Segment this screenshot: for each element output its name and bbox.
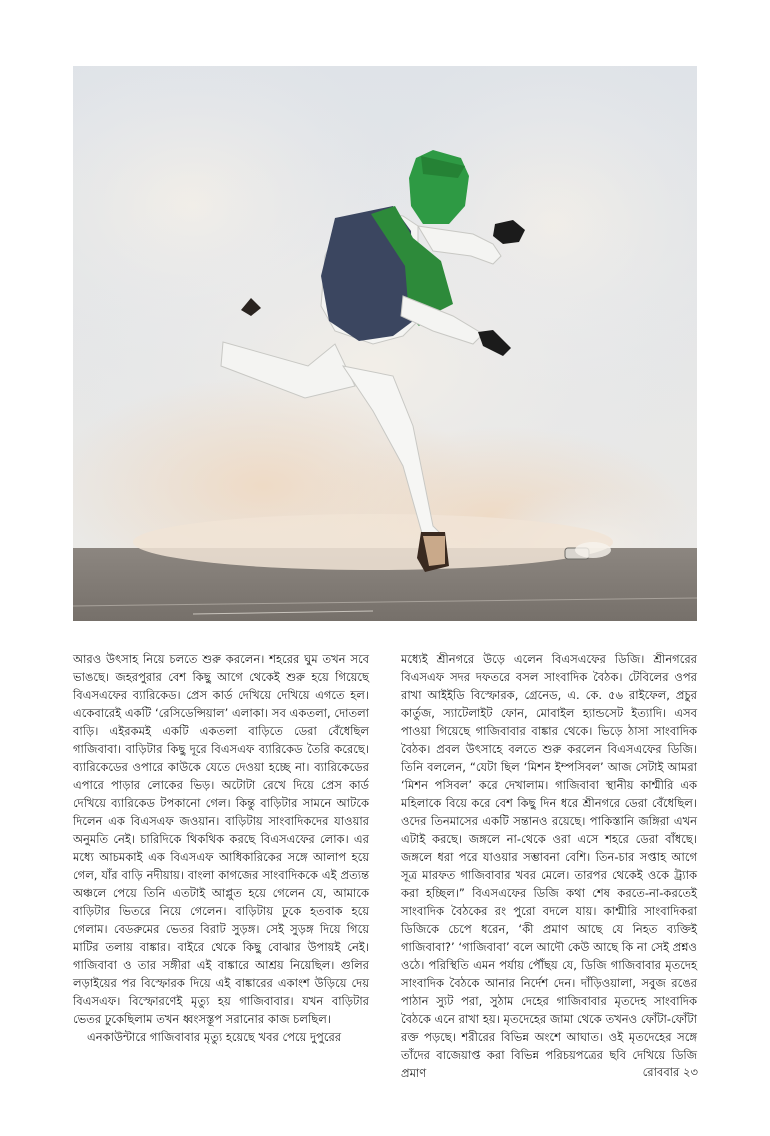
article-column-right	[401, 650, 697, 1082]
article-photo	[73, 66, 697, 621]
article-paragraph: এনকাউন্টারে গাজিবাবার মৃত্যু হয়েছে খবর পেয়ে দুপুরের	[87, 1030, 342, 1044]
protester-kicking-tear-gas-canister-photo	[73, 66, 697, 621]
article-paragraph: আরও উৎসাহ নিয়ে চলতে শুরু করলেন। শহরের ঘুম তখন সবে ভাঙছে। জহরপুরার বেশ কিছু আগে থেকেই শুরু হয়ে গিয়েছে বিএসএফের ব্যারিকেড। প্রেস কার্ড দেখিয়ে দেখিয়ে এগতে হল। একেবারেই একটি ‘রেসিডেন্সিয়াল’ এলাকা। সব একতলা, দোতলা বাড়ি। এইরকমই একটি একতলা বাড়িতে ডেরা বেঁধেছিল গাজিবাবা। বাড়িটার কিছু দূরে বিএসএফ ব্যারিকেড তৈরি করেছে। ব্যারিকেডের ওপারে কাউকে যেতে দেওয়া হচ্ছে না। ব্যারিকেডের এপারে পাড়ার লোকের ভিড়। অটোটা রেখে দিয়ে প্রেস কার্ড দেখিয়ে ব্যারিকেড টপকানো গেল। কিন্তু বাড়িটার সামনে আটকে দিলেন এক বিএসএফ জওয়ান। বাড়িটায় সাংবাদিকদের যাওয়ার অনুমতি নেই। চারিদিকে থিকথিক করছে বিএসএফের লোক। এর মধ্যে আচমকাই এক বিএসএফ আধিকারিকের সঙ্গে আলাপ হয়ে গেল, যাঁর বাড়ি নদীয়ায়। বাংলা কাগজের সাংবাদিককে এই প্রত্যন্ত অঞ্চলে পেয়ে তিনি এতটাই আপ্লুত হয়ে গেলেন যে, আমাকে বাড়িটার ভিতরে নিয়ে গেলেন। বাড়িটায় ঢুকে হতবাক হয়ে গেলাম। বেডরুমের ভেতর বিরাট সুড়ঙ্গ। সেই সুড়ঙ্গ দিয়ে গিয়ে মাটির তলায় বাঙ্কার। বাইরে থেকে কিছু বোঝার উপায়ই নেই। গাজিবাবা ও তার সঙ্গীরা এই বাঙ্কারে আশ্রয় নিয়েছিল। গুলির লড়াইয়ের পর বিস্ফোরক দিয়ে এই বাঙ্কারের একাংশ উড়িয়ে দেয় বিএসএফ। বিস্ফোরণেই মৃত্যু হয় গাজিবাবার। যখন বাড়িটার ভেতর ঢুকেছিলাম তখন ধ্বংসস্তূপ সরানোর কাজ চলছিল।	[73, 652, 369, 1026]
page-footer: রোববার ২৩	[642, 1065, 698, 1079]
article-paragraph: মধ্যেই শ্রীনগরে উড়ে এলেন বিএসএফের ডিজি। শ্রীনগরের বিএসএফ সদর দফতরে বসল সাংবাদিক বৈঠক। টেবিলের ওপর রাখা আইইডি বিস্ফোরক, গ্রেনেড, এ. কে. ৫৬ রাইফেল, প্রচুর কার্তুজ, স্যাটেলাইট ফোন, মোবাইল হ্যান্ডসেট ইত্যাদি। এসব পাওয়া গিয়েছে গাজিবাবার বাঙ্কার থেকে। ভিড়ে ঠাসা সাংবাদিক বৈঠক। প্রবল উৎসাহে বলতে শুরু করলেন বিএসএফের ডিজি। তিনি বললেন, “যেটা ছিল ‘মিশন ইম্পসিবল’ আজ সেটাই আমরা ‘মিশন পসিবল’ করে দেখালাম। গাজিবাবা স্থানীয় কাশ্মীরি এক মহিলাকে বিয়ে করে বেশ কিছু দিন ধরে শ্রীনগরে ডেরা বেঁধেছিল। ওদের তিনমাসের একটি সন্তানও রয়েছে। পাকিস্তানি জঙ্গিরা এখন এটাই করছে। জঙ্গলে না-থেকে ওরা এসে শহরে ডেরা বাঁধছে। জঙ্গলে ধরা পরে যাওয়ার সম্ভাবনা বেশি। তিন-চার সপ্তাহ আগে সূত্র মারফত গাজিবাবার খবর মেলে। তারপর থেকেই ওকে ট্র্যাক করা হচ্ছিল।” বিএসএফের ডিজি কথা শেষ করতে-না-করতেই সাংবাদিক বৈঠকের রং পুরো বদলে যায়। কাশ্মীরি সাংবাদিকরা ডিজিকে চেপে ধরেন, ‘কী প্রমাণ আছে যে নিহত ব্যক্তিই গাজিবাবা?’ ‘গাজিবাবা’ বলে আদৌ কেউ আছে কি না সেই প্রশ্নও ওঠে। পরিস্থিতি এমন পর্যায় পৌঁছয় যে, ডিজি গাজিবাবার মৃতদেহ সাংবাদিক বৈঠকে আনার নির্দেশ দেন। দাঁড়িওয়ালা, সবুজ রঙের পাঠান স্যুট পরা, সুঠাম দেহের গাজিবাবার মৃতদেহ সাংবাদিক বৈঠকে এনে রাখা হয়। মৃতদেহের জামা থেকে তখনও ফোঁটা-ফোঁটা রক্ত পড়ছে। শরীরের বিভিন্ন অংশে আঘাত। ওই মৃতদেহের সঙ্গে তাঁদের বাজেয়াপ্ত করা বিভিন্ন পরিচয়পত্রের ছবি দেখিয়ে ডিজি প্রমাণ	[401, 652, 697, 1080]
article-column-left	[73, 650, 369, 1046]
